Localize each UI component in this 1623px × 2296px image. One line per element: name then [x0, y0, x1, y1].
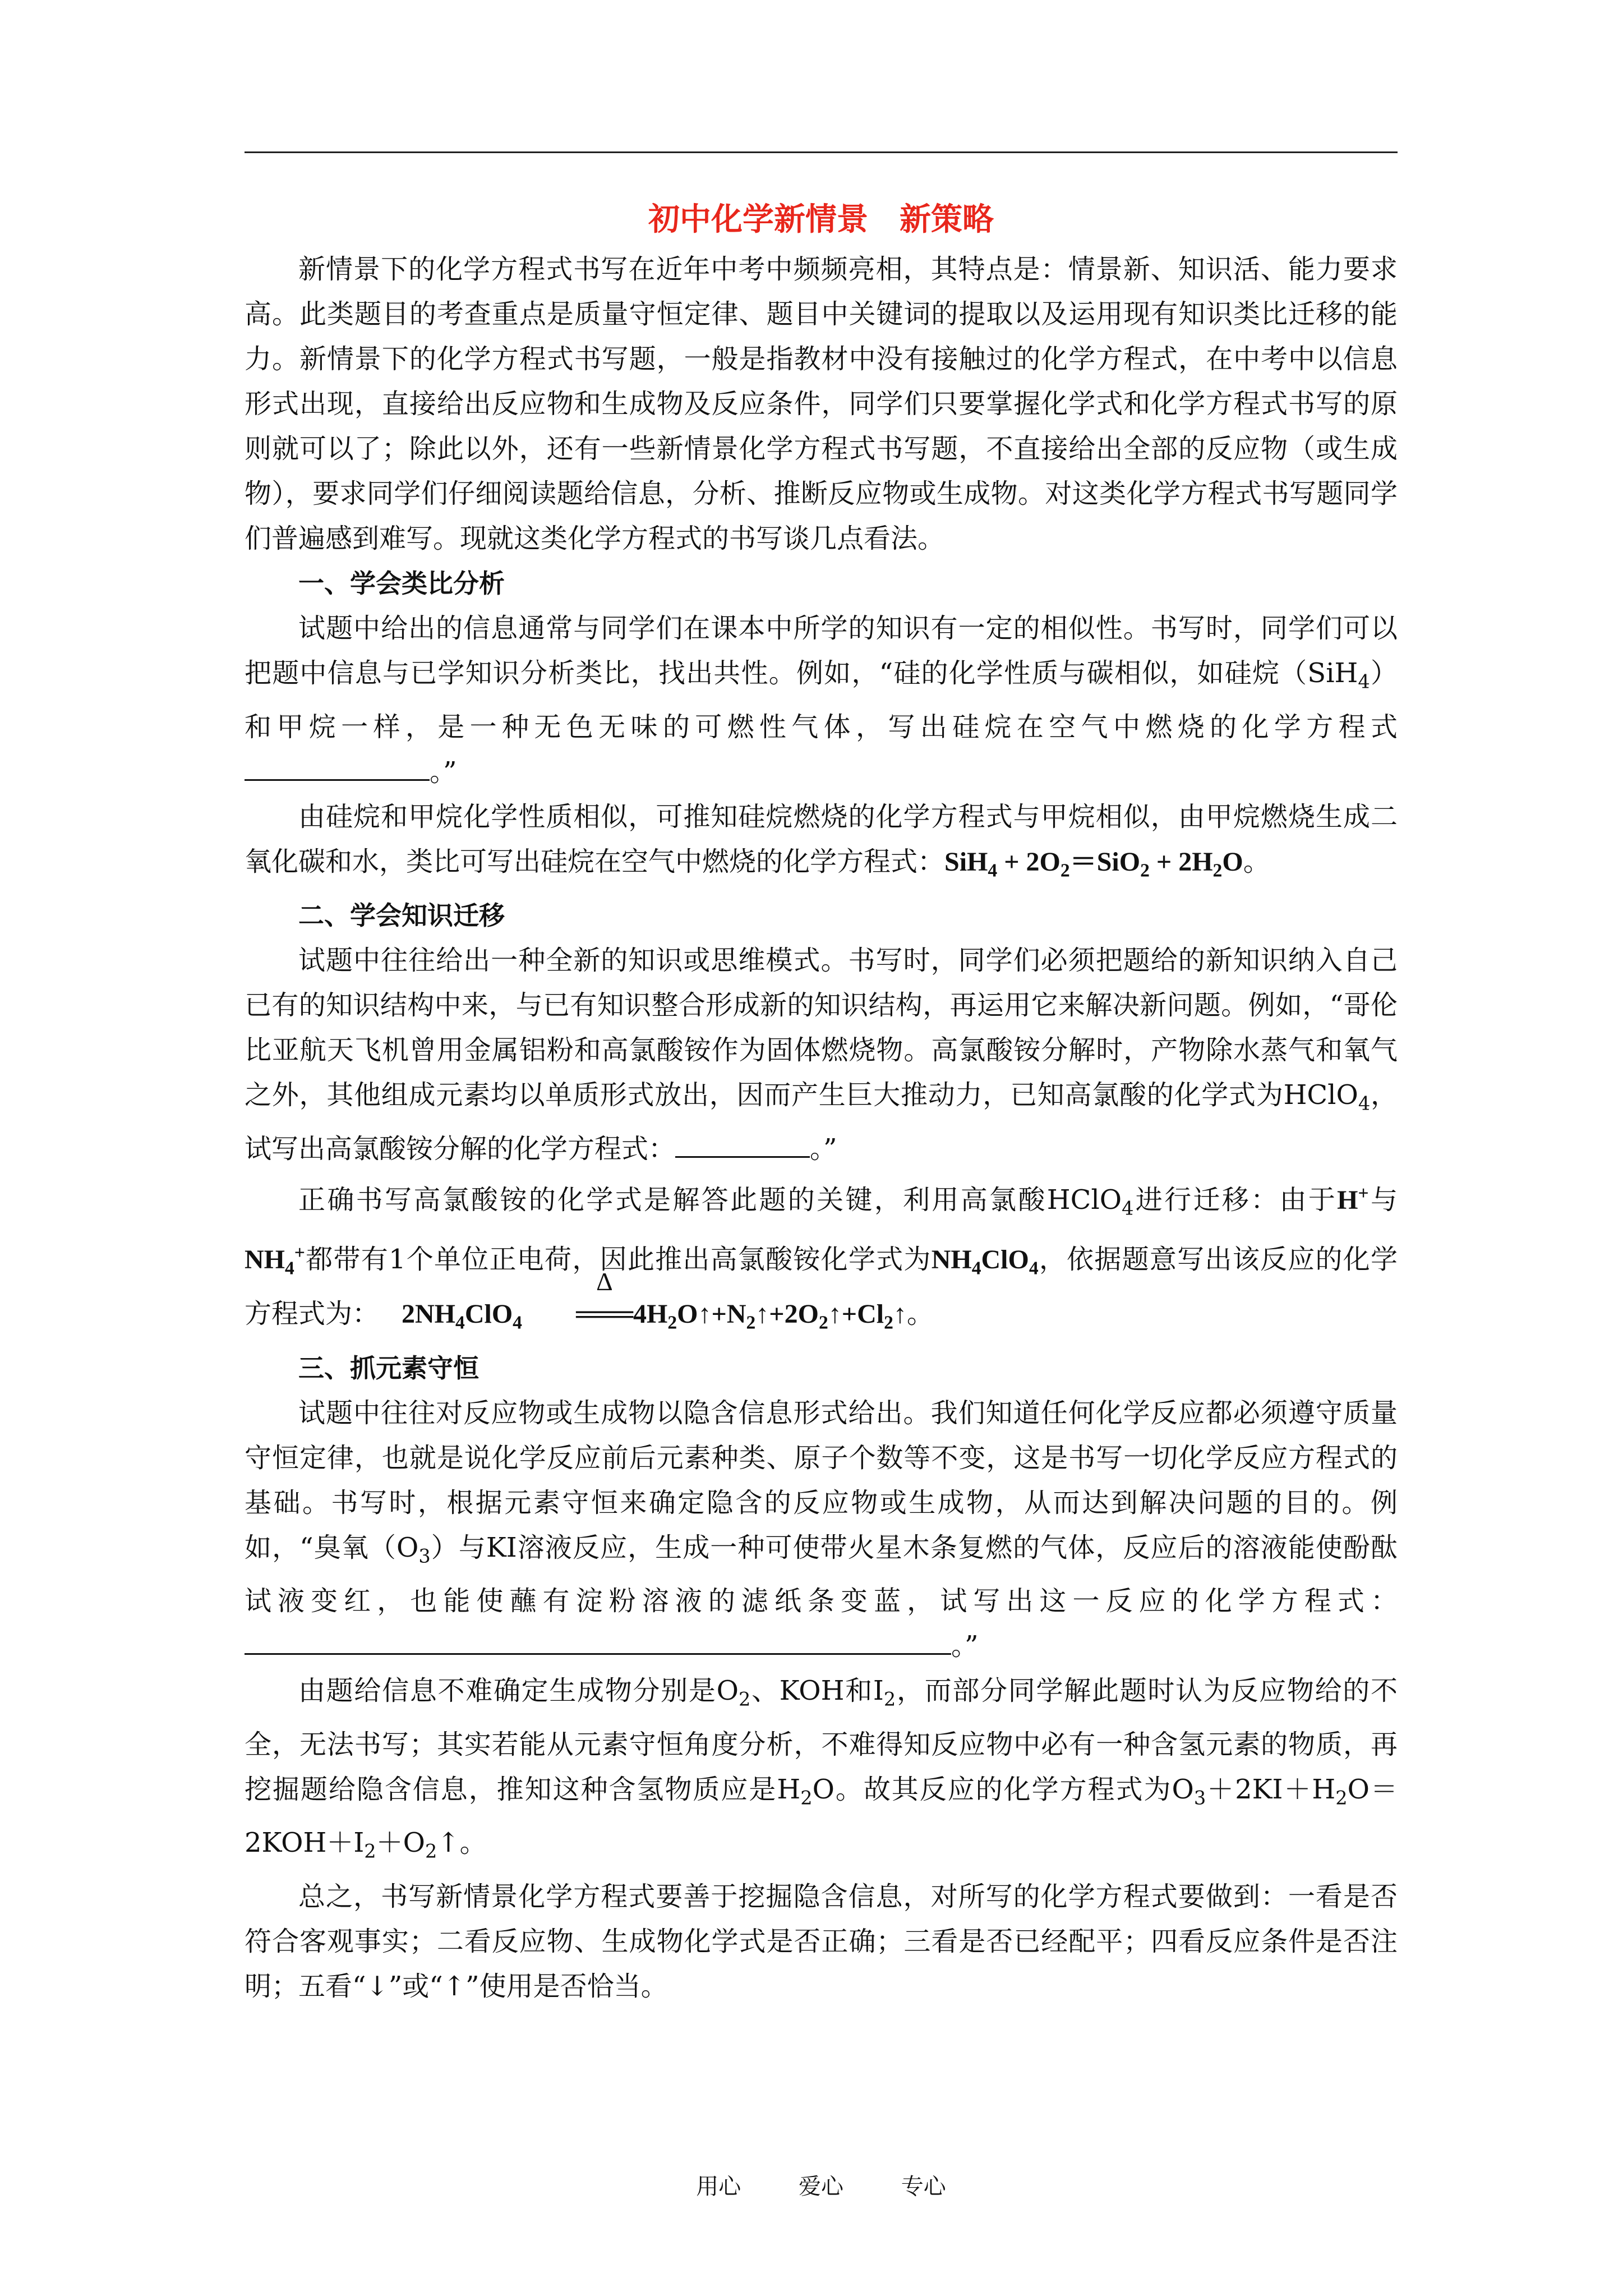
footer-motto-1: 用心: [696, 2174, 741, 2200]
answer-blank: [675, 1130, 810, 1158]
header-rule: [245, 151, 1398, 153]
section-heading-analogy: 一、学会类比分析: [298, 568, 505, 599]
page-title: 初中化学新情景 新策略: [648, 201, 994, 238]
ammonium-ion: $NH_4^+$: [245, 1243, 305, 1279]
conclusion-paragraph: 总之，书写新情景化学方程式要善于挖掘隐含信息，对所写的化学方程式要做到：一看是否符合客观事实；二看反应物、生成物化学式是否正确；三看是否已经配平；四看反应条件是否注明；五看“↓”或“↑”使用是否恰当。: [245, 1880, 1398, 2002]
transfer-example-paragraph: 试题中往往给出一种全新的知识或思维模式。书写时，同学们必须把题给的新知识纳入自己已有的知识结构中来，与已有知识整合形成新的知识结构，再运用它来解决新问题。例如，“哥伦比亚航天飞机曾用金属铝粉和高氯酸铵作为固体燃烧物。高氯酸铵分解时，产物除水蒸气和氧气之外，其他组成元素均以单质形式放出，因而产生巨大推动力，已知高氯酸的化学式为HClO$_4$，试写出高氯酸铵分解的化学方程式： 。”: [245, 945, 1398, 1165]
silane-combustion-equation: $SiH_4 + 2O_2=SiO_2 + 2H_2O$: [944, 846, 1243, 881]
analogy-answer-paragraph: 由硅烷和甲烷化学性质相似，可推知硅烷燃烧的化学方程式与甲烷相似，由甲烷燃烧生成二氧化碳和水，类比可写出硅烷在空气中燃烧的化学方程式：$SiH_4 + 2O_2=SiO_2 + 2H_2O$。: [245, 800, 1398, 881]
footer-motto-3: 专心: [901, 2174, 946, 2200]
transfer-answer-paragraph: 正确书写高氯酸铵的化学式是解答此题的关键，利用高氯酸HClO$_4$进行迁移：由于H+与$NH_4^+$都带有1个单位正电荷，因此推出高氯酸铵化学式为$NH_4ClO_4$，依据题意写出该反应的化学方程式为： $2NH_4ClO_4$ Δ $═══4H_2O↑+N_2↑+2O_2↑+Cl_2↑$。: [245, 1171, 1398, 1346]
page-footer: [245, 2170, 1398, 2203]
answer-blank: [245, 753, 430, 781]
footer-motto-2: 爱心: [799, 2174, 843, 2200]
answer-blank: [245, 1627, 951, 1655]
article-body: [245, 247, 1398, 2009]
section-heading-transfer: 二、学会知识迁移: [298, 900, 505, 931]
heating-condition-sign: Δ ═══: [575, 1267, 633, 1329]
conservation-answer-paragraph: 由题给信息不难确定生成物分别是$O_2$、KOH和$I_2$，而部分同学解此题时认为反应物给的不全，无法书写；其实若能从元素守恒角度分析，不难得知反应物中必有一种含氢元素的物质，再挖掘题给隐含信息，推知这种含氢物质应是$H_2O$。故其反应的化学方程式为$O_3+2KI+H_2O=2KOH+I_2+O_2↑$。: [245, 1675, 1398, 1862]
ammonium-perchlorate-formula: $NH_4ClO_4$: [931, 1245, 1039, 1279]
intro-paragraph: 新情景下的化学方程式书写在近年中考中频频亮相，其特点是：情景新、知识活、能力要求高。此类题目的考查重点是质量守恒定律、题目中关键词的提取以及运用现有知识类比迁移的能力。新情景下的化学方程式书写题，一般是指教材中没有接触过的化学方程式，在中考中以信息形式出现，直接给出反应物和生成物及反应条件，同学们只要掌握化学式和化学方程式书写的原则就可以了；除此以外，还有一些新情景化学方程式书写题，不直接给出全部的反应物（或生成物），要求同学们仔细阅读题给信息，分析、推断反应物或生成物。对这类化学方程式书写题同学们普遍感到难写。现就这类化学方程式的书写谈几点看法。: [245, 254, 1398, 554]
analogy-example-paragraph: 试题中给出的信息通常与同学们在课本中所学的知识有一定的相似性。书写时，同学们可以把题中信息与已学知识分析类比，找出共性。例如，“硅的化学性质与碳相似，如硅烷（SiH$_4$）和甲烷一样，是一种无色无味的可燃性气体，写出硅烷在空气中燃烧的化学方程式。”: [245, 613, 1398, 788]
conservation-example-paragraph: 试题中往往对反应物或生成物以隐含信息形式给出。我们知道任何化学反应都必须遵守质量守恒定律，也就是说化学反应前后元素种类、原子个数等不变，这是书写一切化学反应方程式的基础。书写时，根据元素守恒来确定隐含的反应物或生成物，从而达到解决问题的目的。例如，“臭氧$(O_3)$与KI溶液反应，生成一种可使带火星木条复燃的气体，反应后的溶液能使酚酞试液变红，也能使蘸有淀粉溶液的滤纸条变蓝，试写出这一反应的化学方程式：。”: [245, 1397, 1398, 1662]
ammonium-perchlorate-decomposition-equation: $2NH_4ClO_4$ Δ $═══4H_2O↑+N_2↑+2O_2↑+Cl_2↑$: [402, 1299, 907, 1329]
section-heading-conservation: 三、抓元素守恒: [298, 1352, 479, 1383]
hydrogen-ion: H+: [1337, 1182, 1369, 1215]
